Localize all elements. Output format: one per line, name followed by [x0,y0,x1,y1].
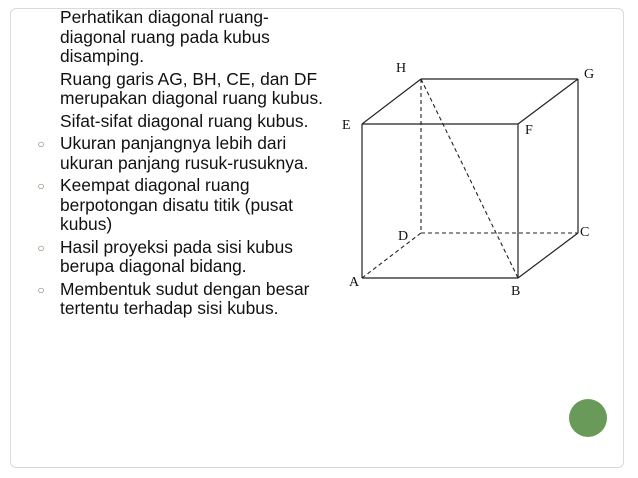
vertex-label-g: G [584,67,595,82]
item-text: Hasil proyeksi pada sisi kubus berupa diagonal bidang. [60,236,293,276]
bullet-icon: ○ [37,137,45,151]
bullet-icon: ○ [37,240,45,255]
decorative-circle [569,399,607,437]
item-text: Membentuk sudut dengan besar tertentu terhadap sisi kubus. [60,278,310,318]
edge-ad [362,233,421,278]
item-text: Ruang garis AG, BH, CE, dan DF merupakan diagonal ruang kubus. [60,68,323,108]
edge-bc [518,233,578,278]
diagonal-bh [421,79,518,278]
edge-fg [518,79,578,124]
item-text: Sifat-sifat diagonal ruang kubus. [60,110,309,131]
item-text: Keempat diagonal ruang berpotongan disatu titik (pusat kubus) [60,175,293,234]
item-text: Perhatikan diagonal ruang-diagonal ruang pada kubus disamping. [60,7,270,66]
vertex-label-h: H [396,61,407,76]
edge-eh [362,79,421,124]
vertex-label-f: F [525,123,533,138]
bullet-icon: ○ [37,179,45,193]
vertex-label-c: C [580,225,590,240]
bullet-icon: ○ [37,282,45,297]
vertex-label-b: B [511,284,521,299]
vertex-label-a: A [349,275,360,290]
vertex-label-d: D [398,229,409,244]
item-text: Ukuran panjangnya lebih dari ukuran panjang rusuk-rusuknya. [60,133,309,173]
vertex-label-e: E [342,118,351,133]
